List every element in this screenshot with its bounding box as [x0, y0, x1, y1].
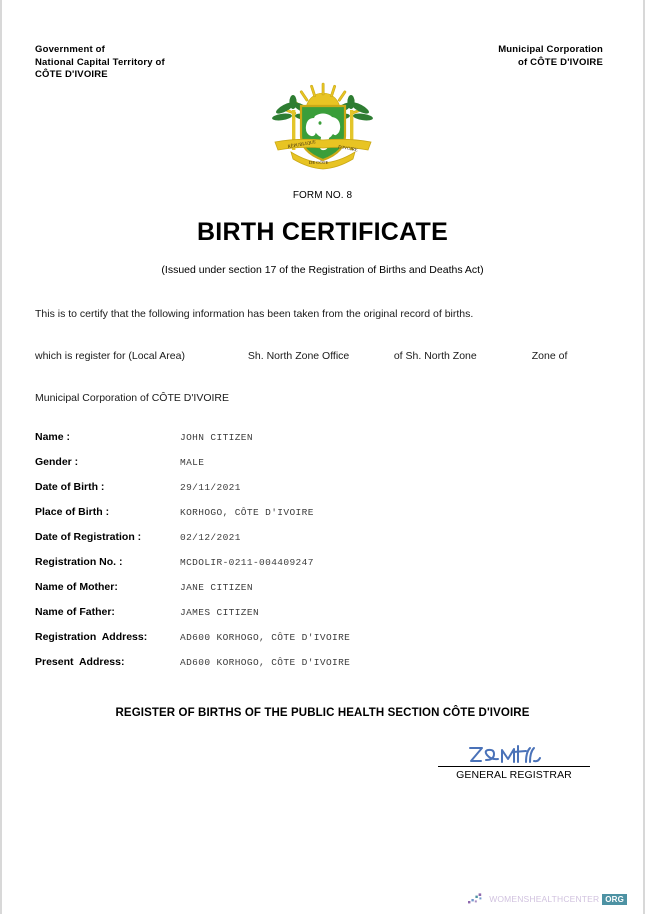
field-label-name-of-father: Name of Father: [35, 606, 115, 618]
authority-line-1: Government of [35, 44, 106, 55]
field-label-gender: Gender : [35, 456, 79, 468]
watermark-badge: ORG [602, 894, 627, 905]
certification-statement: This is to certify that the following information has been taken from the original record of births. [35, 308, 474, 320]
field-label-name-of-mother: Name of Mother: [35, 581, 118, 593]
field-label-date-of-birth: Date of Birth : [35, 481, 105, 493]
field-row-registration-no [35, 556, 595, 581]
municipal-line-2: of CÔTE D'IVOIRE [518, 56, 603, 68]
field-label-name: Name : [35, 431, 71, 443]
field-value-present-address: AD600 KORHOGO, CÔTE D'IVOIRE [180, 657, 351, 668]
issuing-authority-right [498, 44, 603, 69]
issuing-authority-left [35, 44, 165, 82]
svg-text:DE CÔTE: DE CÔTE [308, 160, 328, 165]
field-label-place-of-birth: Place of Birth : [35, 506, 110, 518]
field-row-name-of-mother [35, 581, 595, 606]
municipal-corporation-line: Municipal Corporation of CÔTE D'IVOIRE [35, 392, 229, 404]
municipal-line-1: Municipal Corporation [498, 44, 603, 55]
field-row-registration-address [35, 631, 595, 656]
field-row-present-address [35, 656, 595, 681]
field-row-name-of-father [35, 606, 595, 631]
coat-of-arms-icon [271, 80, 375, 172]
authority-line-2: National Capital Territory of [35, 56, 165, 68]
field-label-registration-address: Registration Address: [35, 631, 148, 643]
field-row-place-of-birth [35, 506, 595, 531]
signature-block [438, 742, 590, 781]
record-fields [35, 431, 595, 681]
register-area-line [35, 350, 610, 362]
field-row-date-of-birth [35, 481, 595, 506]
watermark [468, 892, 627, 906]
svg-text:D'IVOIRE: D'IVOIRE [337, 144, 358, 153]
signature-caption: GENERAL REGISTRAR [456, 769, 572, 781]
field-value-registration-no: MCDOLIR-0211-004409247 [180, 557, 314, 568]
register-office-value: Sh. North Zone Office [247, 350, 350, 362]
field-value-gender: MALE [180, 457, 205, 468]
field-value-date-of-birth: 29/11/2021 [180, 482, 241, 493]
field-label-present-address: Present Address: [35, 656, 125, 668]
register-zone-value: of Sh. North Zone [393, 350, 477, 362]
document-subtitle: (Issued under section 17 of the Registration of Births and Deaths Act) [161, 264, 484, 276]
field-value-name: JOHN CITIZEN [180, 432, 253, 443]
watermark-text: WOMENSHEALTHCENTER [489, 894, 600, 904]
field-value-date-of-registration: 02/12/2021 [180, 532, 241, 543]
register-zone-of-label: Zone of [531, 350, 568, 362]
field-row-name [35, 431, 595, 456]
register-area-label: which is register for (Local Area) [35, 350, 185, 362]
field-value-name-of-mother: JANE CITIZEN [180, 582, 253, 593]
field-label-date-of-registration: Date of Registration : [35, 531, 142, 543]
field-value-name-of-father: JAMES CITIZEN [180, 607, 260, 618]
field-label-registration-no: Registration No. : [35, 556, 123, 568]
emblem-container [2, 80, 643, 172]
form-number: FORM NO. 8 [292, 190, 353, 201]
watermark-dots-icon [468, 892, 486, 906]
field-value-registration-address: AD600 KORHOGO, CÔTE D'IVOIRE [180, 632, 351, 643]
register-section-title: REGISTER OF BIRTHS OF THE PUBLIC HEALTH SECTION CÔTE D'IVOIRE [115, 707, 530, 719]
authority-line-3: CÔTE D'IVOIRE [35, 69, 108, 80]
svg-text:RÉPUBLIQUE: RÉPUBLIQUE [286, 139, 316, 149]
signature-icon [464, 742, 564, 768]
field-row-gender [35, 456, 595, 481]
field-row-date-of-registration [35, 531, 595, 556]
page-title: BIRTH CERTIFICATE [197, 218, 448, 246]
field-value-place-of-birth: KORHOGO, CÔTE D'IVOIRE [180, 507, 314, 518]
